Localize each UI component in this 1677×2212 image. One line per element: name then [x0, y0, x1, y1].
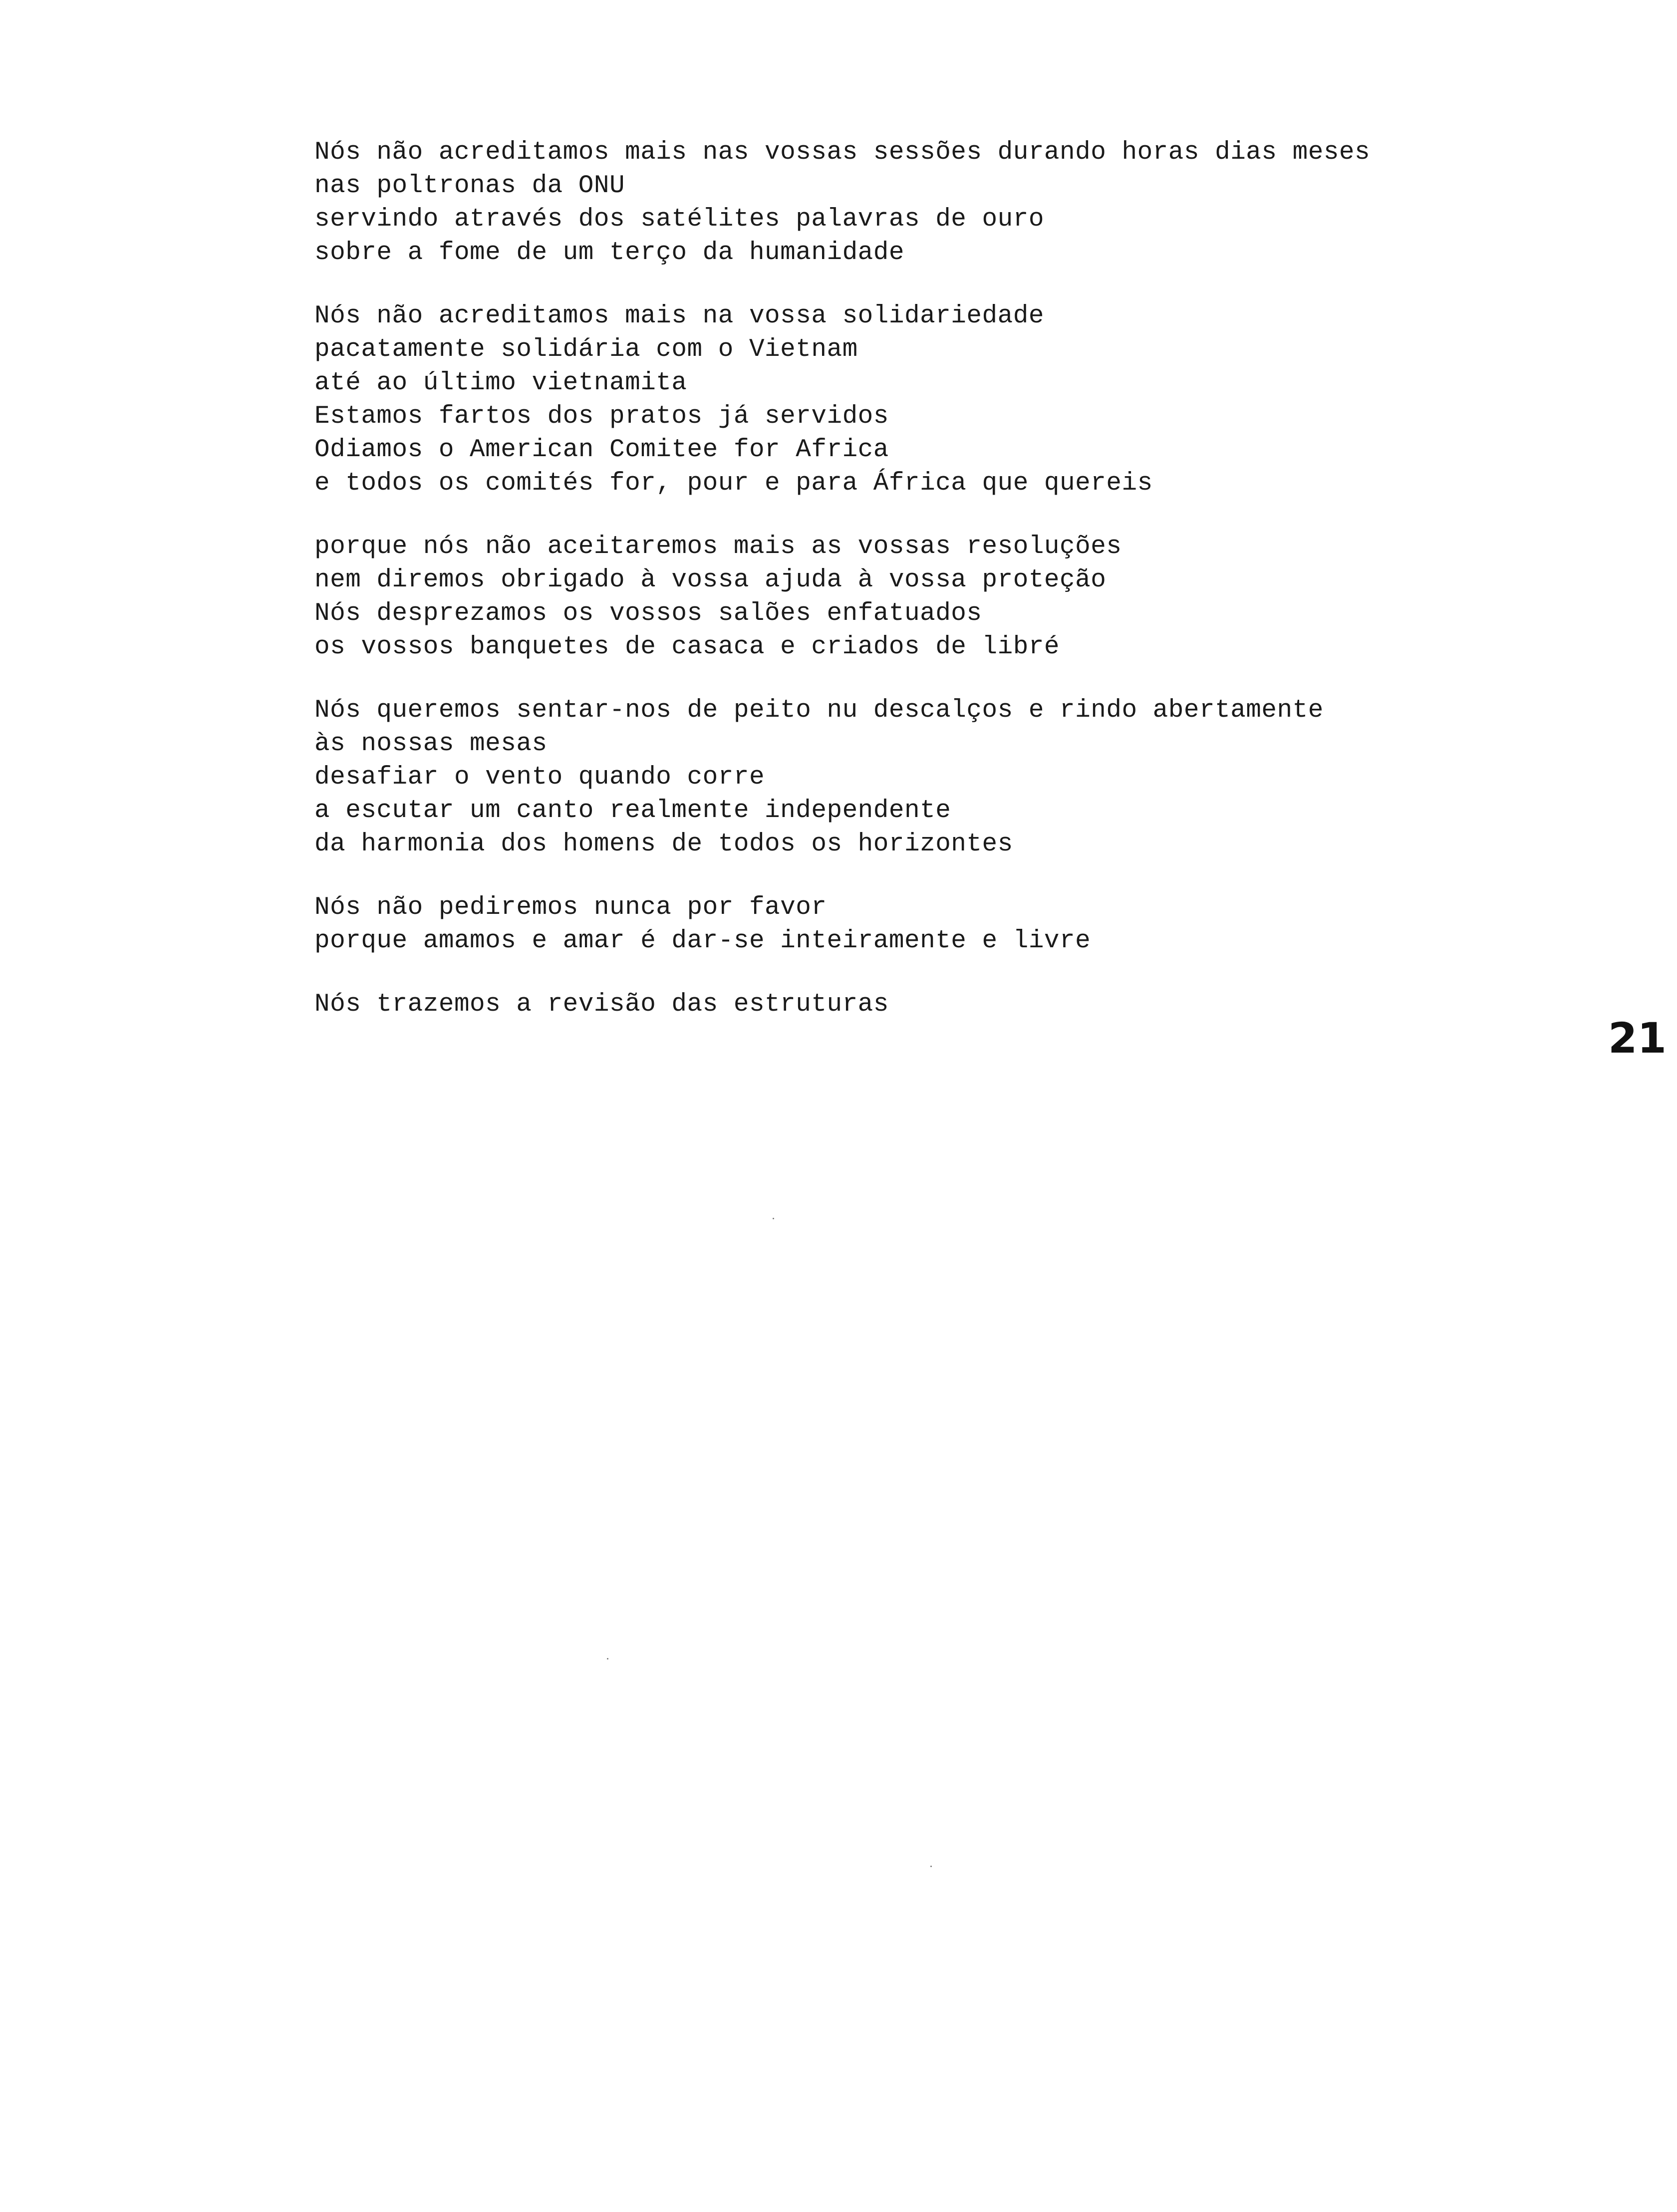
- poem-line: Nós queremos sentar-nos de peito nu descalços e rindo abertamente: [314, 696, 1324, 725]
- poem-line: nem diremos obrigado à vossa ajuda à vossa proteção: [314, 566, 1107, 594]
- poem-line: até ao último vietnamita: [314, 369, 687, 397]
- page-number: 21: [1608, 1014, 1667, 1063]
- poem-line: e todos os comités for, pour e para África que quereis: [314, 469, 1153, 498]
- stanza: [314, 530, 1562, 664]
- stanza: [314, 694, 1562, 861]
- poem-line: Nós não acreditamos mais nas vossas sessões durando horas dias meses: [314, 138, 1371, 167]
- poem-line: Nós desprezamos os vossos salões enfatuados: [314, 599, 982, 628]
- poem-line: desafiar o vento quando corre: [314, 763, 765, 792]
- stanza: [314, 988, 1562, 1021]
- poem-line: nas poltronas da ONU: [314, 172, 625, 200]
- poem-line: pacatamente solidária com o Vietnam: [314, 335, 858, 364]
- stanza: [314, 299, 1562, 500]
- poem-line: da harmonia dos homens de todos os horizontes: [314, 830, 1013, 858]
- stanza: [314, 891, 1562, 958]
- poem-line: Nós não acreditamos mais na vossa solidariedade: [314, 302, 1044, 330]
- paper-speck: [930, 1866, 932, 1867]
- paper-speck: [607, 1658, 608, 1659]
- paper-speck: [773, 1218, 774, 1219]
- stanza: [314, 136, 1562, 270]
- poem-line: a escutar um canto realmente independente: [314, 797, 951, 825]
- poem-line: Odiamos o American Comitee for Africa: [314, 436, 889, 464]
- poem-line: Nós trazemos a revisão das estruturas: [314, 990, 889, 1019]
- poem-line: porque nós não aceitaremos mais as vossas resoluções: [314, 533, 1122, 561]
- poem-line: Nós não pediremos nunca por favor: [314, 893, 827, 922]
- poem-line: os vossos banquetes de casaca e criados de libré: [314, 633, 1060, 661]
- poem-line: sobre a fome de um terço da humanidade: [314, 239, 904, 267]
- poem-body: [314, 136, 1562, 1051]
- poem-line: Estamos fartos dos pratos já servidos: [314, 402, 889, 431]
- poem-line: às nossas mesas: [314, 730, 548, 758]
- poem-line: servindo através dos satélites palavras de ouro: [314, 205, 1044, 234]
- poem-line: porque amamos e amar é dar-se inteiramente e livre: [314, 927, 1091, 955]
